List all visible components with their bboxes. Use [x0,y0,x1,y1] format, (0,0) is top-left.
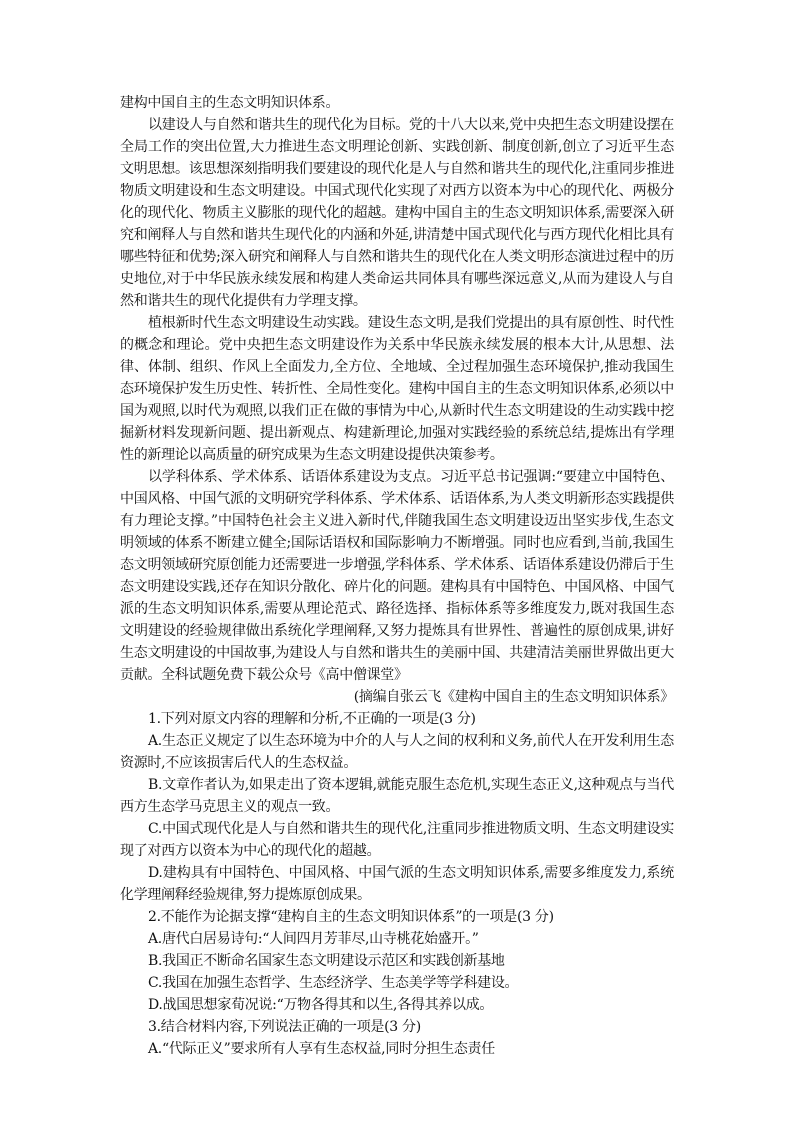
paragraph-3: 以学科体系、学术体系、话语体系建设为支点。习近平总书记强调:“要建立中国特色、中国风格、中国气派的文明研究学科体系、学术体系、话语体系,为人类文明新形态实践提供有力理论支撑。”中国特色社会主义进入新时代,伴随我国生态文明建设迈出坚实步伐,生态文明领域的体系不断建立健全;国际话语权和国际影响力不断增强。同时也应看到,当前,我国生态文明领域研究原创能力还需要进一步增强,学科体系、学术体系、话语体系建设仍滞后于生态文明建设实践,还存在知识分散化、碎片化的问题。建构具有中国特色、中国风格、中国气派的生态文明知识体系,需要从理论范式、路径选择、指标体系等多维度发力,既对我国生态文明建设的经验规律做出系统化学理阐释,又努力提炼具有世界性、普遍性的原创成果,讲好生态文明建设的中国故事,为建设人与自然和谐共生的美丽中国、共建清洁美丽世界做出更大贡献。全科试题免费下载公众号《高中僧课堂》 [120,469,674,683]
question-2-option-c: C.我国在加强生态哲学、生态经济学、生态美学等学科建设。 [148,975,519,991]
question-3-option-a: A.“代际正义”要求所有人享有生态权益,同时分担生态责任 [148,1041,495,1057]
question-2-stem: 2.不能作为论据支撑“建构自主的生态文明知识体系”的一项是(3 分) [148,909,554,925]
paragraph-1: 以建设人与自然和谐共生的现代化为目标。党的十八大以来,党中央把生态文明建设摆在全局工作的突出位置,大力推进生态文明理论创新、实践创新、制度创新,创立了习近平生态文明思想。该思想深刻指明我们要建设的现代化是人与自然和谐共生的现代化,注重同步推进物质文明建设和生态文明建设。中国式现代化实现了对西方以资本为中心的现代化、两极分化的现代化、物质主义膨胀的现代化的超越。建构中国自主的生态文明知识体系,需要深入研究和阐释人与自然和谐共生现代化的内涵和外延,讲清楚中国式现代化与西方现代化相比具有哪些特征和优势;深入研究和阐释人与自然和谐共生的现代化在人类文明形态演进过程中的历史地位,对于中华民族永续发展和构建人类命运共同体具有哪些深远意义,从而为建设人与自然和谐共生的现代化提供有力学理支撑。 [120,117,674,309]
question-2-option-a: A.唐代白居易诗句:“人间四月芳菲尽,山寺桃花始盛开。” [148,931,479,947]
question-1-option-b: B.文章作者认为,如果走出了资本逻辑,就能克服生态危机,实现生态正义,这种观点与当代西方生态学马克思主义的观点一致。 [120,777,674,815]
paragraph-2: 植根新时代生态文明建设生动实践。建设生态文明,是我们党提出的具有原创性、时代性的概念和理论。党中央把生态文明建设作为关系中华民族永续发展的根本大计,从思想、法律、体制、组织、作风上全面发力,全方位、全地域、全过程加强生态环境保护,推动我国生态环境保护发生历史性、转折性、全局性变化。建构中国自主的生态文明知识体系,必须以中国为观照,以时代为观照,以我们正在做的事情为中心,从新时代生态文明建设的生动实践中挖掘新材料发现新问题、提出新观点、构建新理论,加强对实践经验的系统总结,提炼出有学理性的新理论以高质量的研究成果为生态文明建设提供决策参考。 [120,315,674,463]
question-3-stem: 3.结合材料内容,下列说法正确的一项是(3 分) [148,1019,421,1035]
question-1-option-d: D.建构具有中国特色、中国风格、中国气派的生态文明知识体系,需要多维度发力,系统化学理阐释经验规律,努力提炼原创成果。 [120,865,674,903]
question-1-option-c: C.中国式现代化是人与自然和谐共生的现代化,注重同步推进物质文明、生态文明建设实现了对西方以资本为中心的现代化的超越。 [120,821,674,859]
question-2-option-b: B.我国正不断命名国家生态文明建设示范区和实践创新基地 [148,953,505,969]
question-1-option-a: A.生态正义规定了以生态环境为中介的人与人之间的权利和义务,前代人在开发利用生态资源时,不应该损害后代人的生态权益。 [120,733,674,771]
document-page [120,92,674,1060]
question-2-option-d: D.战国思想家荀况说:“万物各得其和以生,各得其养以成。 [148,997,494,1013]
source-citation: (摘编自张云飞《建构中国自主的生态文明知识体系》 [353,689,674,705]
question-1-stem: 1.下列对原文内容的理解和分析,不正确的一项是(3 分) [148,711,476,727]
intro-line: 建构中国自主的生态文明知识体系。 [120,95,340,111]
